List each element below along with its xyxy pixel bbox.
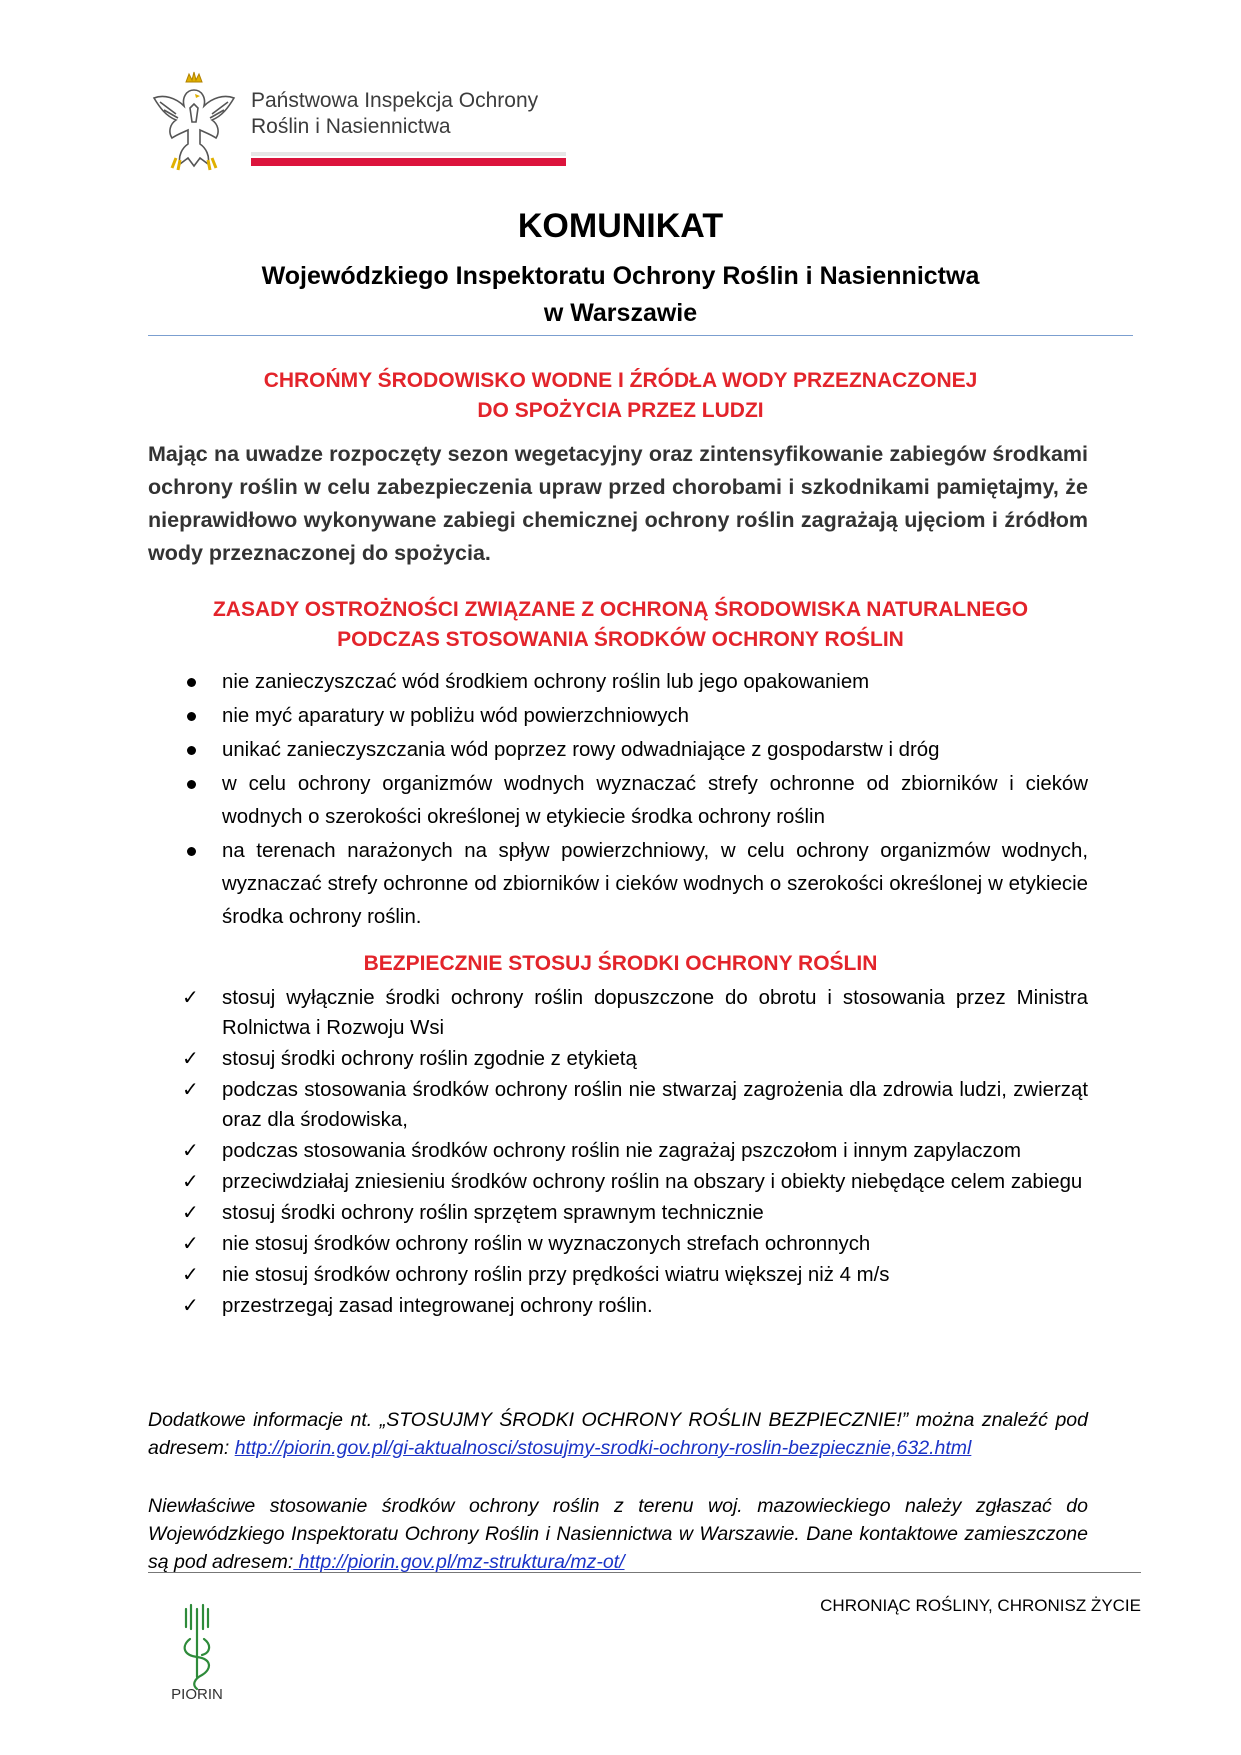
document-subtitle [0, 258, 1241, 332]
checkmark-icon: ✓ [182, 1264, 199, 1286]
flag-stripe-white [251, 152, 566, 156]
list-item [148, 700, 1088, 733]
list-item [148, 1260, 1088, 1290]
list-item-text: podczas stosowania środków ochrony roślin nie zagrażaj pszczołom i innym zapylaczom [222, 1140, 1021, 1162]
list-item [148, 983, 1088, 1043]
additional-info-text: Dodatkowe informacje nt. „STOSUJMY ŚRODKI OCHRONY ROŚLIN BEZPIECZNIE!” można znaleźć pod adresem: [148, 1409, 1088, 1459]
checkmark-icon: ✓ [182, 1171, 199, 1193]
footer-slogan: CHRONIĄC ROŚLINY, CHRONISZ ŻYCIE [820, 1596, 1141, 1615]
list-item-text: przeciwdziałaj zniesieniu środków ochrony roślin na obszary i obiekty niebędące celem zabiegu [222, 1171, 1083, 1193]
title-divider [148, 335, 1133, 336]
flag-stripe-red [251, 158, 566, 166]
precautions-list [148, 666, 1088, 934]
lead-paragraph: Mając na uwadze rozpoczęty sezon wegetacyjny oraz zintensyfikowanie zabiegów środkami ochrony roślin w celu zabezpieczenia upraw przed chorobami i szkodnikami pamiętajmy, że nieprawidłowo wykonywane zabiegi chemicznej ochrony roślin zagrażają ujęciom i źródłom wody przeznaczonej do spożycia. [148, 442, 1088, 565]
section2-heading-line1: ZASADY OSTROŻNOŚCI ZWIĄZANE Z OCHRONĄ ŚRODOWISKA NATURALNEGO [212, 598, 1029, 621]
reporting-text: Niewłaściwe stosowanie środków ochrony roślin z terenu woj. mazowieckiego należy zgłaszać do Wojewódzkiego Inspektoratu Ochrony Roślin i Nasiennictwa w Warszawie. Dane kontaktowe zamieszczone są pod adresem: [148, 1495, 1088, 1573]
section3-heading: BEZPIECZNIE STOSUJ ŚRODKI OCHRONY ROŚLIN [363, 952, 878, 975]
checkmark-icon: ✓ [182, 1048, 199, 1070]
list-item-text: nie zanieczyszczać wód środkiem ochrony roślin lub jego opakowaniem [222, 671, 870, 693]
contact-link[interactable]: http://piorin.gov.pl/mz-struktura/mz-ot/ [293, 1551, 625, 1573]
footer-divider [148, 1572, 1141, 1573]
piorin-logo-text: PIORIN [171, 1686, 223, 1703]
list-item [148, 1167, 1088, 1197]
bullet-icon [187, 847, 196, 856]
checkmark-icon: ✓ [182, 1079, 199, 1101]
list-item-text: stosuj środki ochrony roślin zgodnie z etykietą [222, 1048, 637, 1070]
checkmark-icon: ✓ [182, 1233, 199, 1255]
list-item-text: unikać zanieczyszczania wód poprzez rowy odwadniające z gospodarstw i dróg [222, 739, 940, 761]
org-name [251, 88, 538, 140]
safe-use-list [148, 983, 1088, 1321]
list-item [148, 1044, 1088, 1074]
bullet-icon [187, 780, 196, 789]
bullet-icon [187, 678, 196, 687]
section2-heading [0, 595, 1241, 655]
bullet-icon [187, 712, 196, 721]
list-item-text: na terenach narażonych na spływ powierzchniowy, w celu ochrony organizmów wodnych, wyznaczać strefy ochronne od zbiorników i cieków wodnych o szerokości określonej w etykiecie środka ochrony roślin. [222, 840, 1088, 928]
checkmark-icon: ✓ [182, 987, 199, 1009]
list-item [148, 1229, 1088, 1259]
section1-heading-line1: CHROŃMY ŚRODOWISKO WODNE I ŹRÓDŁA WODY PRZEZNACZONEJ [263, 369, 978, 392]
list-item [148, 1136, 1088, 1166]
list-item [148, 1198, 1088, 1228]
section1-heading [0, 366, 1241, 426]
subtitle-line1: Wojewódzkiego Inspektoratu Ochrony Roślin i Nasiennictwa [261, 262, 980, 290]
checkmark-icon: ✓ [182, 1140, 199, 1162]
list-item-text: podczas stosowania środków ochrony roślin nie stwarzaj zagrożenia dla zdrowia ludzi, zwierząt oraz dla środowiska, [222, 1079, 1088, 1131]
list-item [148, 734, 1088, 767]
checkmark-icon: ✓ [182, 1202, 199, 1224]
list-item-text: nie myć aparatury w pobliżu wód powierzchniowych [222, 705, 689, 727]
list-item-text: przestrzegaj zasad integrowanej ochrony roślin. [222, 1295, 653, 1317]
eagle-emblem-icon [146, 68, 242, 172]
document-title: KOMUNIKAT [517, 207, 724, 245]
section2-heading-line2: PODCZAS STOSOWANIA ŚRODKÓW OCHRONY ROŚLIN [337, 628, 904, 651]
org-name-line1: Państwowa Inspekcja Ochrony [251, 89, 539, 112]
list-item-text: w celu ochrony organizmów wodnych wyznaczać strefy ochronne od zbiorników i cieków wodnych o szerokości określonej w etykiecie środka ochrony roślin [222, 773, 1088, 828]
list-item [148, 835, 1088, 934]
section1-heading-line2: DO SPOŻYCIA PRZEZ LUDZI [477, 399, 764, 422]
bullet-icon [187, 746, 196, 755]
checkmark-icon: ✓ [182, 1295, 199, 1317]
list-item-text: stosuj środki ochrony roślin sprzętem sprawnym technicznie [222, 1202, 764, 1224]
list-item [148, 1291, 1088, 1321]
reporting-note [148, 1492, 1088, 1576]
additional-info-note [148, 1406, 1088, 1462]
list-item-text: nie stosuj środków ochrony roślin przy prędkości wiatru większej niż 4 m/s [222, 1264, 890, 1286]
campaign-link[interactable]: http://piorin.gov.pl/gi-aktualnosci/stosujmy-srodki-ochrony-roslin-bezpiecznie,632.html [234, 1437, 972, 1459]
list-item-text: nie stosuj środków ochrony roślin w wyznaczonych strefach ochronnych [222, 1233, 871, 1255]
org-header [146, 68, 576, 180]
list-item [148, 1075, 1088, 1135]
list-item [148, 666, 1088, 699]
subtitle-line2: w Warszawie [543, 299, 698, 327]
list-item [148, 768, 1088, 834]
list-item-text: stosuj wyłącznie środki ochrony roślin dopuszczone do obrotu i stosowania przez Ministra Rolnictwa i Rozwoju Wsi [222, 987, 1088, 1039]
org-name-line2: Roślin i Nasiennictwa [251, 115, 451, 138]
